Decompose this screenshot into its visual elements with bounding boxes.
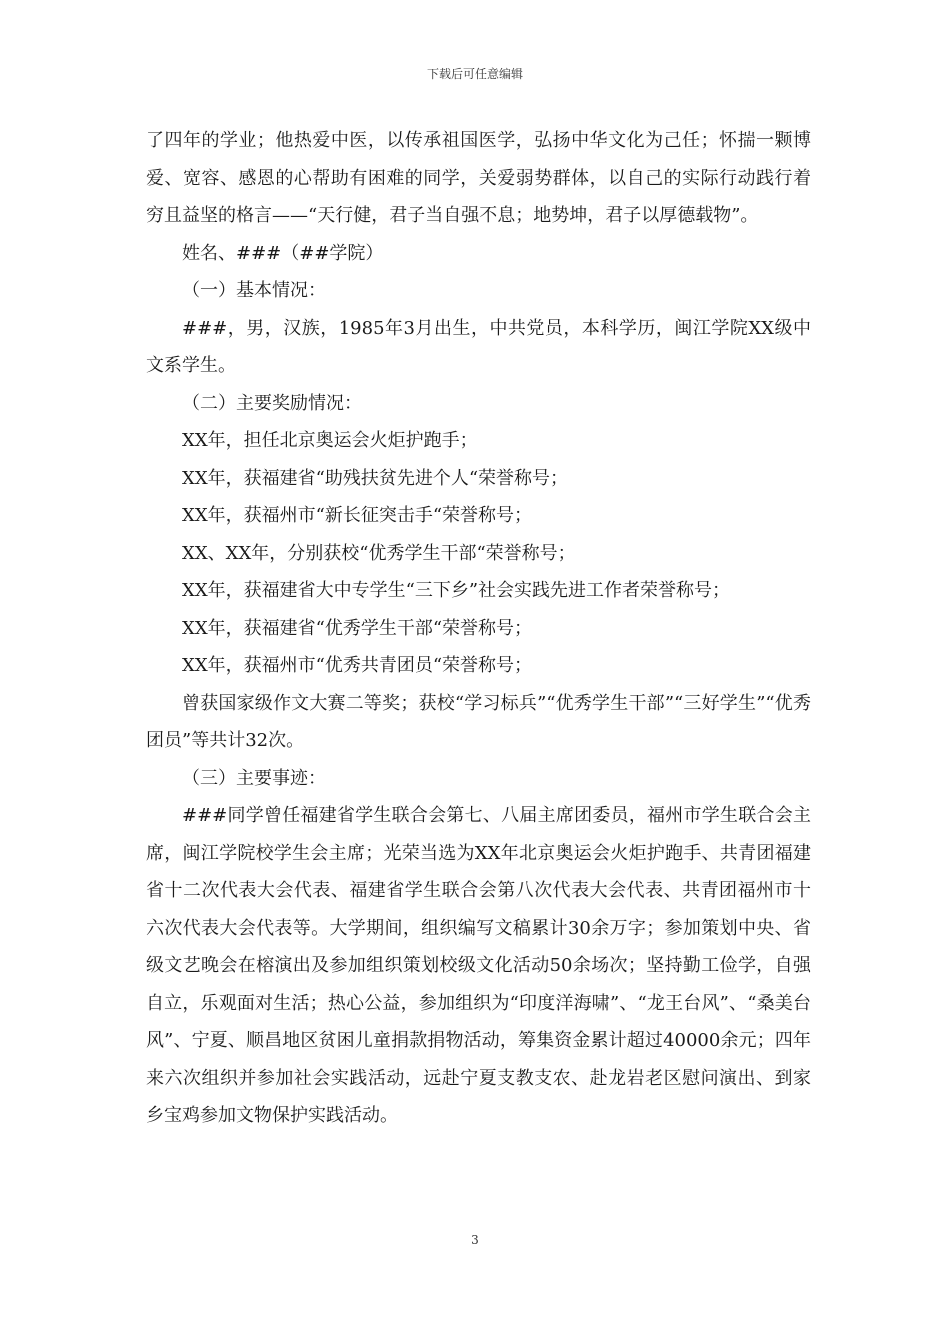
paragraph-basic-info: ###，男，汉族，1985年3月出生，中共党员，本科学历，闽江学院XX级中文系学生。 xyxy=(146,317,811,376)
section-heading-basic: （一）基本情况： xyxy=(182,280,326,301)
award-item: XX、XX年，分别获校“优秀学生干部“荣誉称号； xyxy=(182,542,576,564)
paragraph-name: 姓名、###（##学院） xyxy=(182,242,384,264)
award-item: XX年，获福州市“新长征突击手“荣誉称号； xyxy=(182,505,533,526)
section-heading-awards: （二）主要奖励情况： xyxy=(182,392,362,414)
paragraph-continuation: 了四年的学业；他热爱中医，以传承祖国医学，弘扬中华文化为己任；怀揣一颗博爱、宽容、感恩的心帮助有困难的同学，关爱弱势群体，以自己的实际行动践行着穷且益坚的格言——“天行健，君子当自强不息；地势坤，君子以厚德载物”。 xyxy=(146,130,811,226)
paragraph-award-summary: 曾获国家级作文大赛二等奖；获校“学习标兵”“优秀学生干部”“三好学生”“优秀团员”等共计32次。 xyxy=(146,692,811,751)
award-item: XX年，获福建省大中专学生“三下乡”社会实践先进工作者荣誉称号； xyxy=(182,580,731,601)
document-body xyxy=(146,122,811,1135)
award-item: XX年，获福建省“助残扶贫先进个人“荣誉称号； xyxy=(182,467,569,489)
award-item: XX年，获福建省“优秀学生干部“荣誉称号； xyxy=(182,617,533,639)
page-number: 3 xyxy=(471,1233,479,1247)
award-item: XX年，担任北京奥运会火炬护跑手； xyxy=(182,430,478,451)
paragraph-deeds: ###同学曾任福建省学生联合会第七、八届主席团委员，福州市学生联合会主席，闽江学院校学生会主席；光荣当选为XX年北京奥运会火炬护跑手、共青团福建省十二次代表大会代表、福建省学生联合会第八次代表大会代表、共青团福州市十六次代表大会代表等。大学期间，组织编写文稿累计30余万字；参加策划中央、省级文艺晚会在榕演出及参加组织策划校级文化活动50余场次；坚持勤工俭学，自强自立，乐观面对生活；热心公益，参加组织为“印度洋海啸”、“龙王台风”、“桑美台风”、宁夏、顺昌地区贫困儿童捐款捐物活动，筹集资金累计超过40000余元；四年来六次组织并参加社会实践活动，远赴宁夏支教支农、赴龙岩老区慰问演出、到家乡宝鸡参加文物保护实践活动。 xyxy=(146,805,811,1126)
award-item: XX年，获福州市“优秀共青团员“荣誉称号； xyxy=(182,655,533,676)
section-heading-deeds: （三）主要事迹： xyxy=(182,767,326,789)
page-header: 下载后可任意编辑 xyxy=(426,67,523,81)
